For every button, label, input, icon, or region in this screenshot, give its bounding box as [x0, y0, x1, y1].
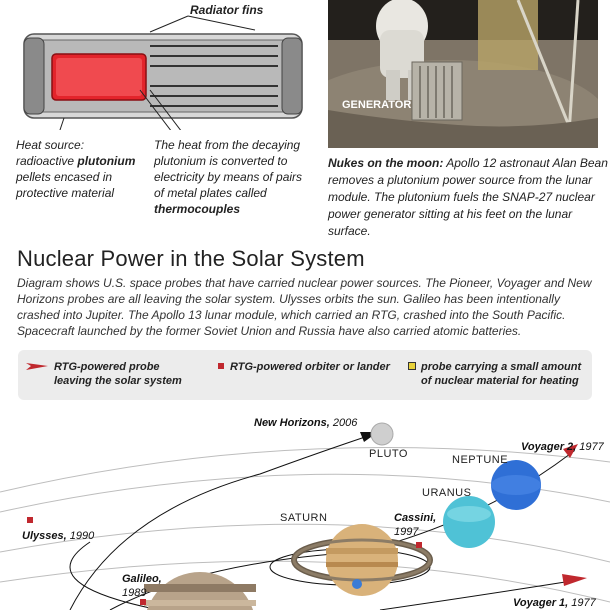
voyager2-year: 1977: [576, 441, 604, 453]
process-bold: thermocouples: [154, 202, 241, 216]
apollo-photo-panel: [328, 0, 610, 240]
leaving-probe-arrow-icon: [26, 361, 48, 371]
thermocouple-caption: [154, 137, 304, 217]
voyager1-label: [513, 597, 596, 609]
cassini-name: Cassini,: [394, 512, 437, 524]
photo-caption-lead: Nukes on the moon:: [328, 156, 444, 170]
new-horizons-year: 2006: [329, 417, 358, 429]
ulysses-year: 1990: [66, 530, 95, 542]
legend-heating: probe carrying a small amount of nuclear material for heating: [421, 361, 582, 387]
cassini-label: [394, 511, 436, 539]
neptune-label: NEPTUNE: [452, 454, 509, 466]
heat-source-bold: plutonium: [77, 154, 136, 168]
pluto-label: PLUTO: [369, 448, 408, 460]
voyager1-name: Voyager 1,: [513, 597, 569, 609]
new-horizons-name: New Horizons,: [254, 417, 330, 429]
ulysses-label: [22, 530, 94, 542]
saturn-label: SATURN: [280, 512, 328, 524]
section-title: Nuclear Power in the Solar System: [17, 246, 365, 271]
legend-leaving: RTG-powered probe leaving the solar system: [54, 361, 182, 387]
rtg-cutaway-illustration: [0, 0, 320, 130]
radiator-fins-label: Radiator fins: [190, 3, 264, 17]
photo-caption: [328, 155, 610, 240]
voyager2-name: Voyager 2,: [521, 441, 577, 453]
heat-source-suffix: pellets encased in protective material: [16, 170, 115, 200]
ulysses-name: Ulysses,: [22, 530, 67, 542]
legend-orbiter: RTG-powered orbiter or lander: [230, 361, 390, 373]
section-intro: Diagram shows U.S. space probes that have carried nuclear power sources. The Pioneer, Voyager and New Horizons probes are all leaving the solar system. Ulysses orbits the sun. Galileo has been intentionally crashed into Jupiter. The Apollo 13 lunar module, which carried an RTG, crashed into the South Pacific. Spacecraft launched by the former Soviet Union and Russia have also carried atomic batteries.: [17, 276, 592, 338]
legend: [18, 350, 592, 400]
heat-source-prefix: Heat source: radioactive: [16, 138, 85, 168]
pluto-planet: [371, 423, 393, 445]
generator-photo-label: GENERATOR: [342, 99, 412, 111]
photo-caption-text: Apollo 12 astronaut Alan Bean removes a plutonium power source from the lunar module. The plutonium fuels the SNAP-27 nuclear power generator sitting at his feet on the lunar surface.: [328, 156, 608, 238]
rtg-diagram: [0, 0, 320, 230]
voyager1-year: 1977: [568, 597, 596, 609]
heat-source-caption: [16, 137, 141, 201]
galileo-name: Galileo,: [122, 573, 162, 585]
new-horizons-label: [254, 417, 357, 429]
ulysses-marker-icon: [27, 517, 33, 523]
galileo-label: [122, 572, 162, 600]
orbiter-square-icon: [218, 363, 224, 369]
apollo-12-photo: [328, 0, 598, 148]
voyager2-label: [521, 441, 604, 453]
cassini-year: 1997: [394, 526, 419, 538]
uranus-label: URANUS: [422, 487, 472, 499]
process-prefix: The heat from the decaying plutonium is converted to electricity by means of pairs of metal plates called: [154, 138, 303, 200]
solar-system-diagram: [0, 402, 610, 610]
cassini-marker-icon: [416, 542, 422, 548]
heating-square-icon: [408, 362, 416, 370]
galileo-year: 1989: [122, 587, 147, 599]
